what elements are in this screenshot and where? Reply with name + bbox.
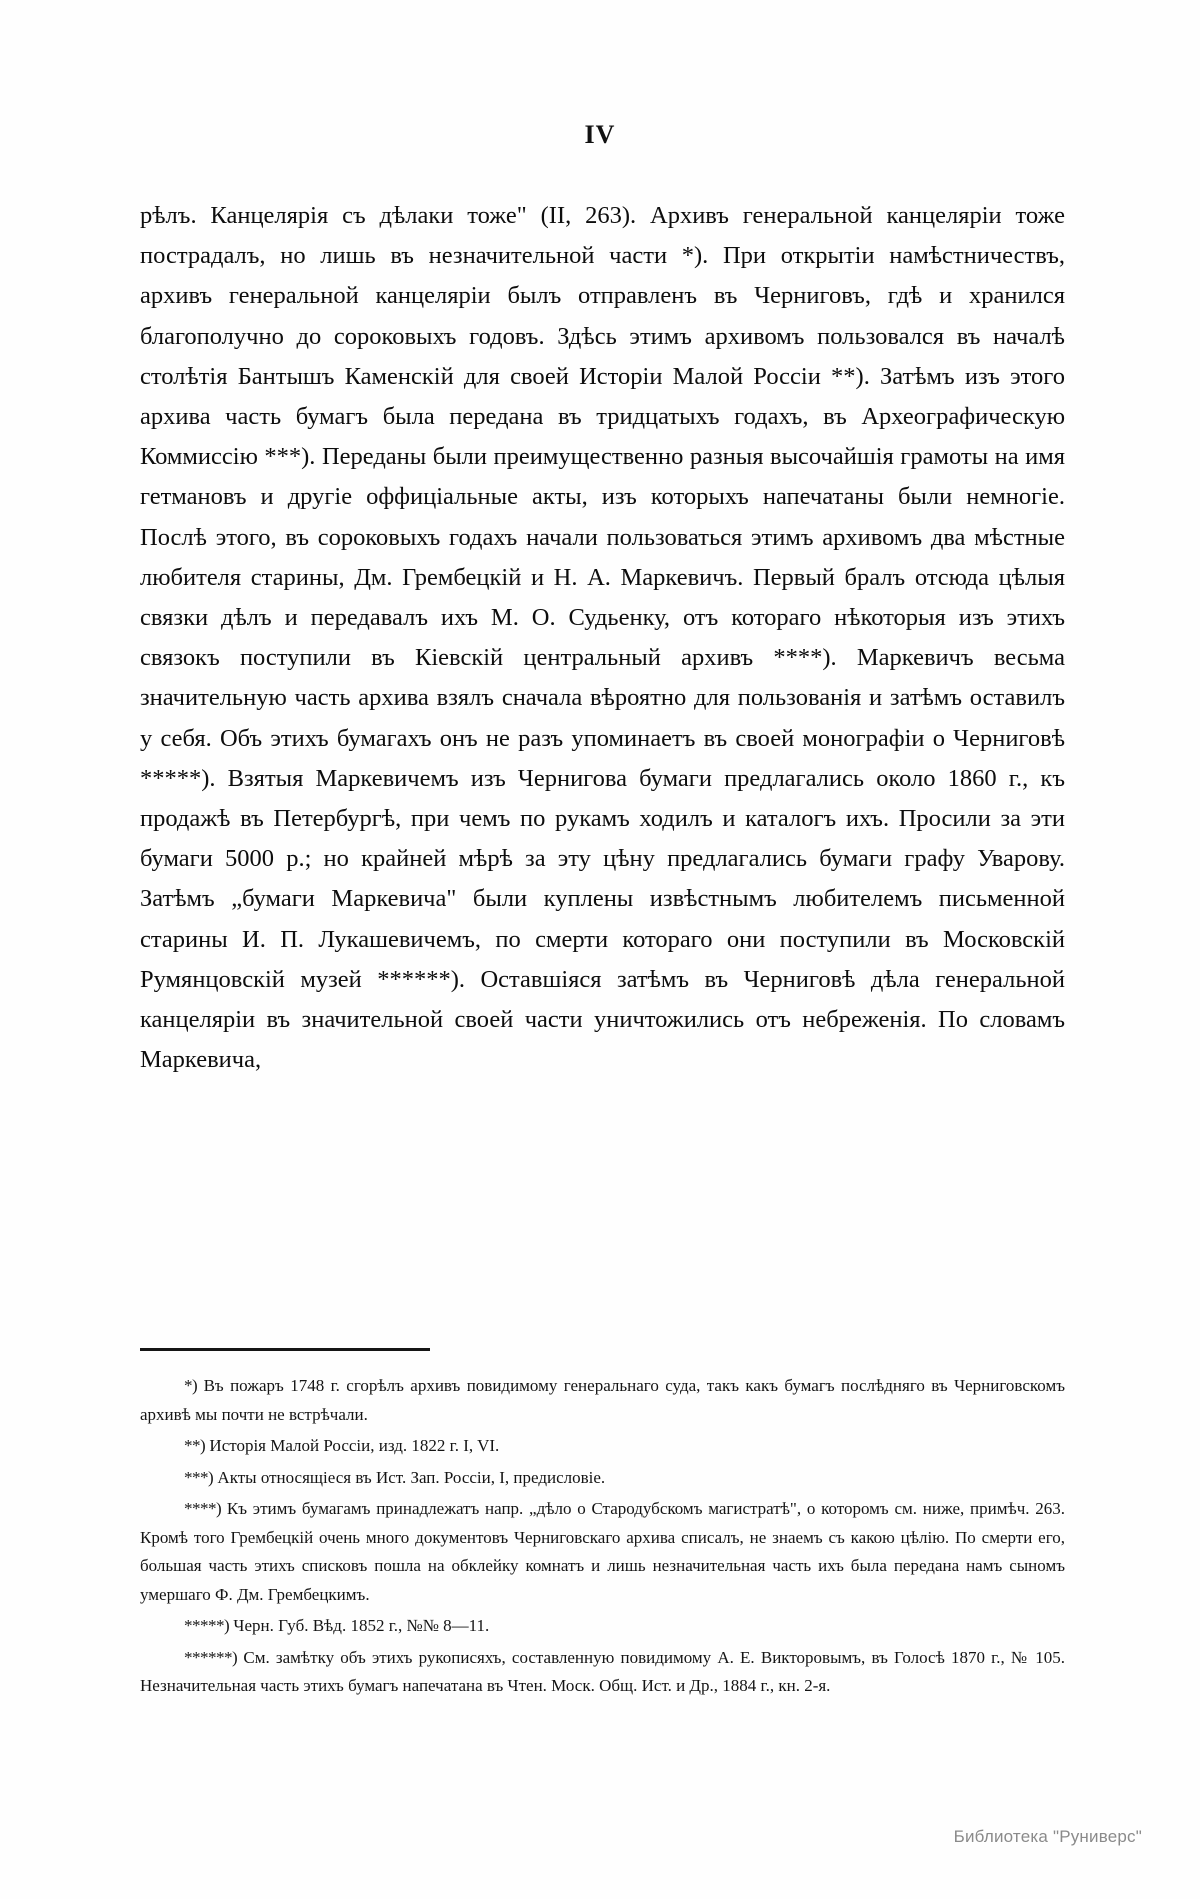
footnotes-block (140, 1372, 1065, 1704)
footnote-text: Черн. Губ. Вѣд. 1852 г., №№ 8—11. (233, 1616, 490, 1635)
footnote-marker: ******) (184, 1647, 238, 1667)
footnote-marker: *) (184, 1376, 198, 1395)
footnote-text: Въ пожаръ 1748 г. сгорѣлъ архивъ повидимому генеральнаго суда, такъ какъ бумагъ послѣдняго въ Черниговскомъ архивѣ мы почти не встрѣчали. (140, 1376, 1065, 1424)
footnote-item (140, 1372, 1065, 1429)
footnote-item (140, 1495, 1065, 1609)
footnote-text: Исторiя Малой Россiи, изд. 1822 г. I, VI. (209, 1436, 500, 1455)
footnote-item (140, 1644, 1065, 1701)
footnote-text: Акты относящiеся въ Ист. Зап. Россiи, I, предисловiе. (217, 1467, 606, 1487)
footnote-marker: *****) (184, 1616, 230, 1635)
library-watermark: Библиотека "Руниверс" (953, 1827, 1142, 1846)
footnote-item (140, 1464, 1065, 1493)
body-paragraph: рѣлъ. Канцелярія съ дѣлаки тоже" (II, 263). Архивъ генеральной канцелярiи тоже пострадалъ, но лишь въ незначительной части *). При открытiи намѣстничествъ, архивъ генеральной канцелярiи былъ отправленъ въ Черниговъ, гдѣ и хранился благополучно до сороковыхъ годовъ. Здѣсь этимъ архивомъ пользовался въ началѣ столѣтiя Бантышъ Каменскiй для своей Исторiи Малой Россiи **). Затѣмъ изъ этого архива часть бумагъ была передана въ тридцатыхъ годахъ, въ Археографическую Коммиссiю ***). Переданы были преимущественно разныя высочайшiя грамоты на имя гетмановъ и другiе оффицiальные акты, изъ которыхъ напечатаны были немногiе. Послѣ этого, въ сороковыхъ годахъ начали пользоваться этимъ архивомъ два мѣстные любителя старины, Дм. Грембецкiй и Н. А. Маркевичъ. Первый бралъ отсюда цѣлыя связки дѣлъ и передавалъ ихъ М. О. Судьенку, отъ котораго нѣкоторыя изъ этихъ связокъ поступили въ Кiевскiй центральный архивъ ****). Маркевичъ весьма значительную часть архива взялъ сначала вѣроятно для пользованiя и затѣмъ оставилъ у себя. Объ этихъ бумагахъ онъ не разъ упоминаетъ въ своей монографiи о Черниговѣ *****). Взятыя Маркевичемъ изъ Чернигова бумаги предлагались около 1860 г., къ продажѣ въ Петербургѣ, при чемъ по рукамъ ходилъ и каталогъ ихъ. Просили за эти бумаги 5000 р.; но крайней мѣрѣ за эту цѣну предлагались бумаги графу Уварову. Затѣмъ „бумаги Маркевича" были куплены извѣстнымъ любителемъ письменной старины И. П. Лукашевичемъ, по смерти котораго они поступили въ Московскiй Румянцовскiй музей ******). Оставшiяся затѣмъ въ Черниговѣ дѣла генеральной канцелярiи въ значительной своей части уничтожились отъ небреженiя. По словамъ Маркевича, (140, 202, 1065, 1074)
footnote-marker: **) (184, 1436, 206, 1455)
footnote-marker: ***) (184, 1467, 214, 1487)
body-text-block (140, 196, 1065, 1080)
footnote-text: См. замѣтку объ этихъ рукописяхъ, составленную повидимому А. Е. Викторовымъ, въ Голосѣ 1870 г., № 105. Незначительная часть этихъ бумагъ напечатана въ Чтен. Моск. Общ. Ист. и Др., 1884 г., кн. 2-я. (140, 1647, 1065, 1695)
footnote-item (140, 1432, 1065, 1461)
footnote-item (140, 1612, 1065, 1641)
footnote-marker: ****) (184, 1499, 222, 1518)
page-number: IV (584, 120, 616, 149)
footnote-divider (140, 1348, 430, 1351)
footnote-text: Къ этимъ бумагамъ принадлежатъ напр. „дѣло о Стародубскомъ магистратѣ", о которомъ см. ниже, примѣч. 263. Кромѣ того Грембецкiй очень много документовъ Черниговскаго архива списалъ, не знаемъ съ какою цѣлiю. По смерти его, большая часть этихъ списковъ пошла на обклейку комнатъ и лишь незначительная часть ихъ была передана намъ сыномъ умершаго Ф. Дм. Грембецкимъ. (140, 1499, 1066, 1604)
